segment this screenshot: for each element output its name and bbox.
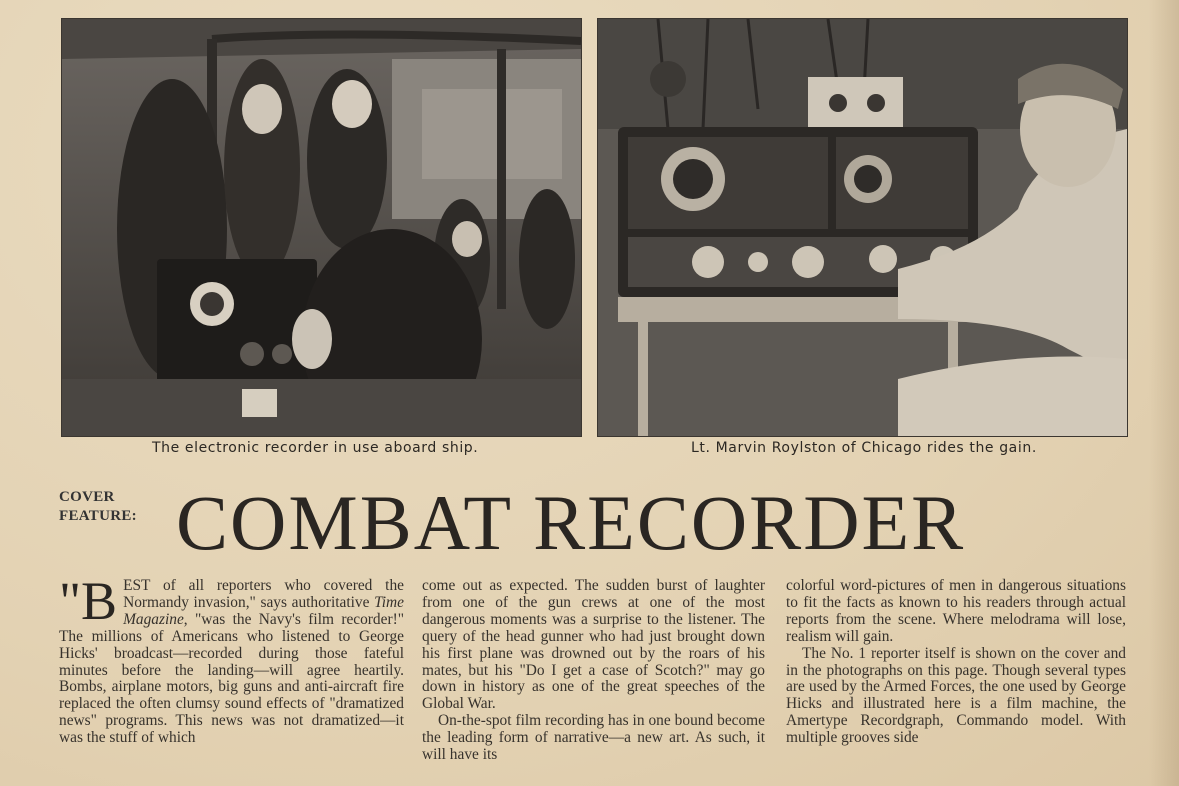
page-binding-shadow xyxy=(1149,0,1179,786)
publication-name: Time Magazine xyxy=(123,593,404,628)
paragraph: The No. 1 reporter itself is shown on the cover and in the photographs on this page. Though several types are used by the Armed Forces, the one used by George Hicks and illustrated here is a film machine, the Amertype Recordgraph, Commando model. With multiple grooves side xyxy=(786,644,1126,747)
photo-lt-roylston xyxy=(597,18,1128,437)
photo-recorder-aboard-ship-image xyxy=(62,19,581,436)
photo-caption-right: Lt. Marvin Roylston of Chicago rides the gain. xyxy=(691,440,1037,456)
paragraph: colorful word-pictures of men in dangerous situations to fit the facts as known to his readers through actual reports from the scene. Where melodrama will lose, realism will gain. xyxy=(786,577,1126,645)
kicker-line-2: FEATURE: xyxy=(59,508,137,524)
cover-feature-kicker xyxy=(59,488,137,526)
article-column-2 xyxy=(422,578,765,764)
paragraph-text: EST of all reporters who covered the Normandy invasion," says authoritative xyxy=(123,577,404,611)
drop-cap-letter: B xyxy=(81,571,118,631)
article-column-3 xyxy=(786,578,1126,747)
paragraph-text: , "was the Navy's film recorder!" The millions of Americans who listened to George Hicks' broadcast—recorded during those fateful minutes before the landing—will agree heartily. Bombs, airplane motors, big guns and anti-aircraft fire replaced the often clumsy sound effects of "dramatized news" programs. This news was not dramatized—it was the stuff of which xyxy=(59,610,404,747)
kicker-line-1: COVER xyxy=(59,489,115,505)
article-column-1 xyxy=(59,571,404,747)
photo-recorder-aboard-ship xyxy=(61,18,582,437)
paragraph: come out as expected. The sudden burst of laughter from one of the gun crews at one of the most dangerous moments was a surprise to the listener. The query of the head gunner who had just brought down his first plane was drowned out by the roars of his mates, but his "Do I get a case of Scotch?" may go down in history as one of the great speeches of the Global War. xyxy=(422,577,765,713)
photo-caption-left: The electronic recorder in use aboard ship. xyxy=(152,440,479,456)
photo-lt-roylston-image xyxy=(598,19,1127,436)
paragraph: On-the-spot film recording has in one bound become the leading form of narrative—a new art. As such, it will have its xyxy=(422,712,765,764)
drop-cap-quote: " xyxy=(59,571,82,631)
drop-cap xyxy=(59,571,118,631)
article-headline: COMBAT RECORDER xyxy=(176,479,966,566)
paragraph xyxy=(59,571,404,747)
